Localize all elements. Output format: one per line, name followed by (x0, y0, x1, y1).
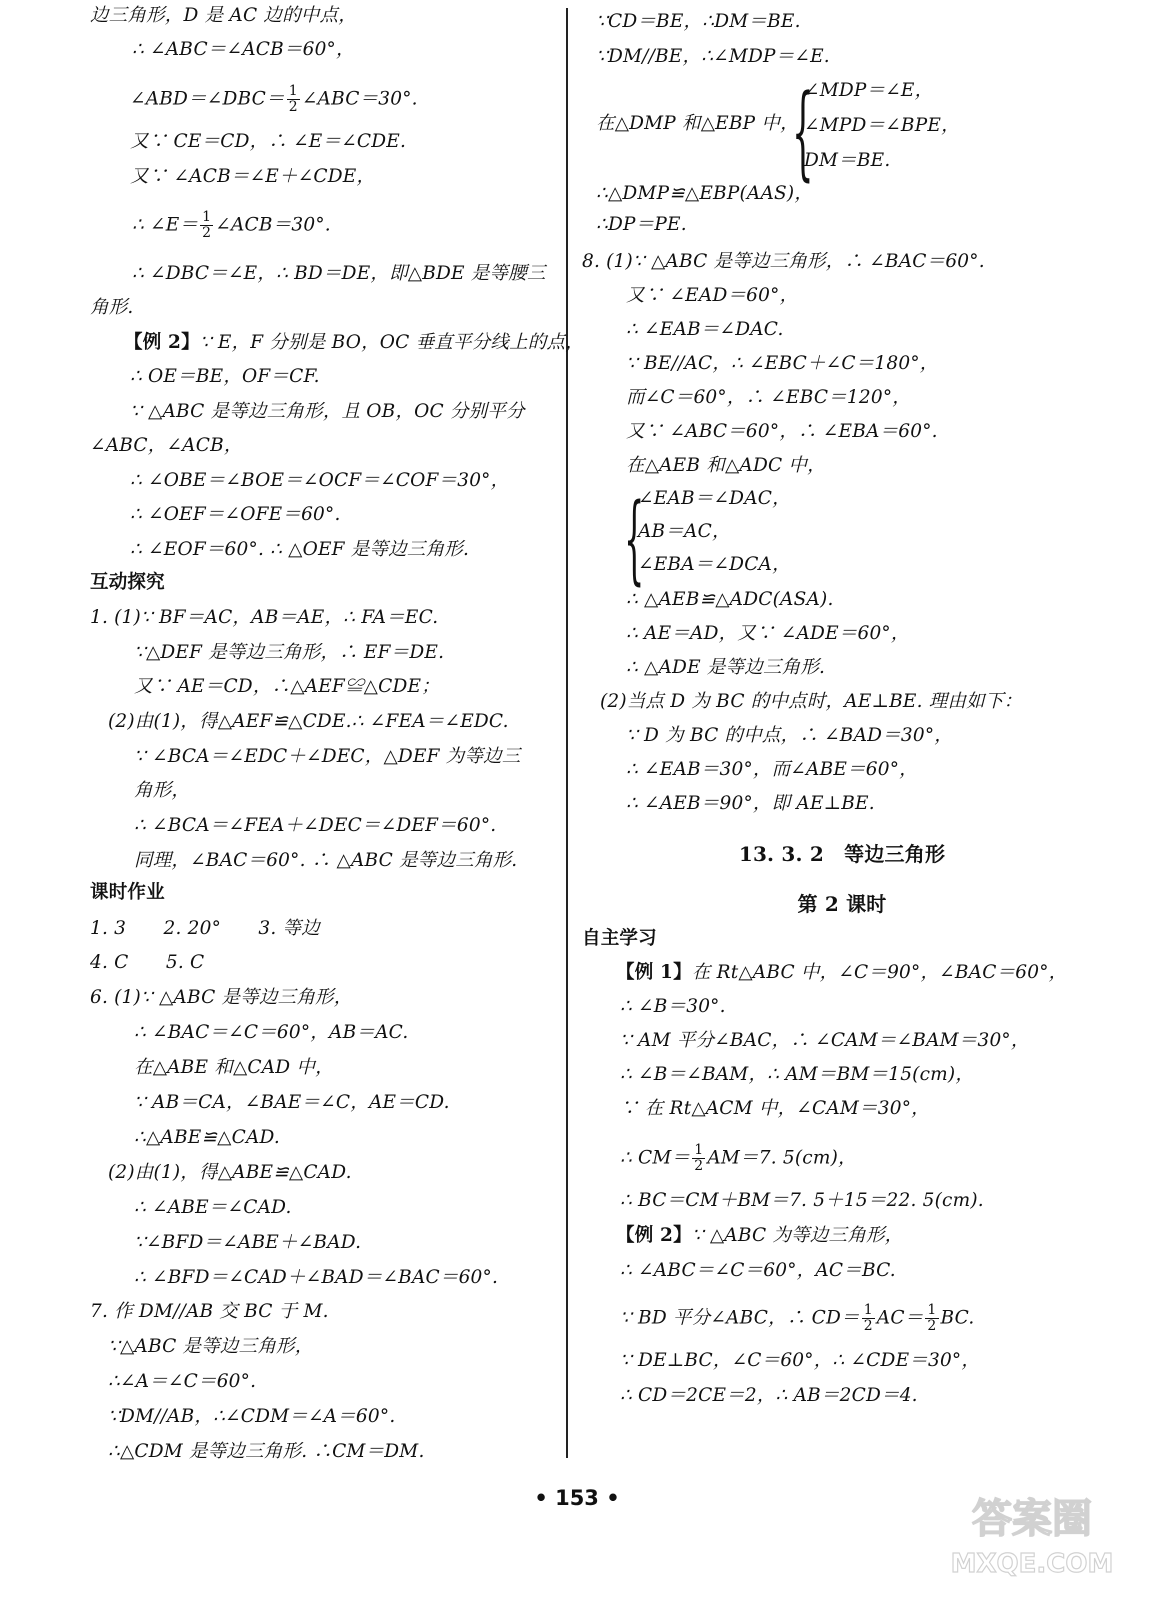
fraction: $\frac{1}{2}$ (863, 1302, 873, 1334)
text-line: (2)由(1)，得△ABE≌△CAD. (108, 1162, 352, 1183)
text-line: 6. (1)∵ △ABC 是等边三角形， (90, 987, 353, 1008)
text-line: 角形. (90, 297, 134, 318)
text-line: ∠EAB＝∠DAC， (638, 488, 791, 509)
section-heading: 课时作业 (90, 882, 165, 903)
text-line: ∴△ABE≌△CAD. (134, 1127, 280, 1148)
text-line: 而∠C＝60°，∴ ∠EBC＝120°， (626, 387, 911, 408)
text-line: ∴ ∠B＝30°. (620, 996, 726, 1017)
text-line: ∴ AE＝AD，又∵ ∠ADE＝60°， (626, 623, 910, 644)
text-line: ∴ ∠BFD＝∠CAD＋∠BAD＝∠BAC＝60°. (134, 1267, 499, 1288)
text-line: ∴ OE＝BE，OF＝CF. (130, 366, 320, 387)
text-line: ∠MPD＝∠BPE， (804, 115, 960, 136)
text-line: 【例 2】∵ △ABC 为等边三角形， (616, 1225, 904, 1246)
text-line: ∴ ∠B＝∠BAM，∴ AM＝BM＝15(cm)， (620, 1064, 975, 1085)
text-line: ∴∠A＝∠C＝60°. (108, 1371, 257, 1392)
text-line: ∵DM//AB，∴∠CDM＝∠A＝60°. (108, 1406, 396, 1427)
section-heading: 互动探究 (90, 572, 165, 593)
fraction: $\frac{1}{2}$ (202, 209, 212, 241)
text-line: (2)当点 D 为 BC 的中点时，AE⊥BE. 理由如下： (600, 691, 1023, 712)
text-line: ∴ ∠AEB＝90°，即 AE⊥BE. (626, 793, 875, 814)
watermark-logo (932, 1486, 1132, 1582)
text-line: ∴ CM＝ $\frac{1}{2}$ AM＝7. 5(cm)， (620, 1142, 857, 1174)
text-line: ∴ ∠EAB＝∠DAC. (626, 319, 784, 340)
text-line: ∵ AM 平分∠BAC，∴ ∠CAM＝∠BAM＝30°， (620, 1030, 1030, 1051)
text-line: ∵ DE⊥BC，∠C＝60°，∴ ∠CDE＝30°， (620, 1350, 981, 1371)
column-divider (566, 8, 568, 1458)
text-line: 在△ABE 和△CAD 中， (134, 1057, 334, 1078)
text-line: 同理，∠BAC＝60°. ∴ △ABC 是等边三角形. (134, 850, 518, 871)
text-line: 又∵ ∠ABC＝60°，∴ ∠EBA＝60°. (626, 421, 938, 442)
section-title: 13. 3. 2 等边三角形 (738, 842, 946, 866)
text-line: ∵ ∠BCA＝∠EDC＋∠DEC，△DEF 为等边三 (134, 746, 521, 767)
text-line: 又∵ ∠ACB＝∠E＋∠CDE， (130, 166, 376, 187)
text-line: 又∵ AE＝CD，∴△AEF≌△CDE； (134, 676, 440, 697)
text-line: 1. 3 2. 20° 3. 等边 (90, 918, 320, 939)
brace-icon: { (792, 74, 814, 194)
text-line: ∴ ∠DBC＝∠E，∴ BD＝DE，即△BDE 是等腰三 (132, 263, 546, 284)
text-line: ∴ BC＝CM＋BM＝7. 5＋15＝22. 5(cm). (620, 1190, 984, 1211)
text-line: ∴DP＝PE. (596, 214, 687, 235)
text-line: ∵ AB＝CA，∠BAE＝∠C，AE＝CD. (134, 1092, 450, 1113)
text-line: ∵△ABC 是等边三角形， (108, 1336, 314, 1357)
text-line: ∵∠BFD＝∠ABE＋∠BAD. (134, 1232, 362, 1253)
text-line: ∵ 在 Rt△ACM 中，∠CAM＝30°， (620, 1098, 930, 1119)
text-line: ∴△CDM 是等边三角形. ∴CM＝DM. (108, 1441, 425, 1462)
text-line: 角形， (134, 780, 191, 801)
text-line: ∴ ∠BCA＝∠FEA＋∠DEC＝∠DEF＝60°. (134, 815, 497, 836)
watermark-text: 答案圈 (972, 1496, 1092, 1542)
watermark-domain: MXQE.COM (950, 1549, 1114, 1579)
text-line: 又∵ ∠EAD＝60°， (626, 285, 799, 306)
fraction: $\frac{1}{2}$ (288, 83, 298, 115)
brace-icon: { (624, 482, 645, 596)
text-line: 1. (1)∵ BF＝AC，AB＝AE，∴ FA＝EC. (90, 607, 439, 628)
text-line: ∠EBA＝∠DCA， (638, 554, 791, 575)
text-line: 又∵ CE＝CD，∴ ∠E＝∠CDE. (130, 131, 407, 152)
text-line: ∴ ∠ABE＝∠CAD. (134, 1197, 292, 1218)
text-line: ∵CD＝BE，∴DM＝BE. (596, 11, 801, 32)
text-line: 边三角形，D 是 AC 边的中点， (90, 5, 357, 26)
text-line: ∵ D 为 BC 的中点，∴ ∠BAD＝30°， (626, 725, 953, 746)
text-line: (2)由(1)，得△AEF≌△CDE.∴ ∠FEA＝∠EDC. (108, 711, 509, 732)
text-line: 4. C 5. C (90, 952, 205, 973)
text-line: ∵ △ABC 是等边三角形，且 OB，OC 分别平分 (130, 401, 525, 422)
text-line: DM＝BE. (804, 150, 891, 171)
text-line: 【例 1】在 Rt△ABC 中，∠C＝90°，∠BAC＝60°， (616, 962, 1068, 983)
text-line: 8. (1)∵ △ABC 是等边三角形，∴ ∠BAC＝60°. (582, 251, 985, 272)
text-line: 7. 作 DM//AB 交 BC 于 M. (90, 1301, 329, 1322)
text-line: ∴ △ADE 是等边三角形. (626, 657, 826, 678)
text-line: ∴ △AEB≌△ADC(ASA). (626, 589, 834, 610)
text-line: ∴ ∠OBE＝∠BOE＝∠OCF＝∠COF＝30°， (130, 470, 510, 491)
text-line: ∠ABD＝∠DBC＝ $\frac{1}{2}$ ∠ABC＝30°. (130, 83, 418, 115)
text-line: ∵DM//BE，∴∠MDP＝∠E. (596, 46, 830, 67)
text-line: ∵ BD 平分∠ABC，∴ CD＝ $\frac{1}{2}$ AC＝ $\frac{1}{2}$ BC. (620, 1302, 975, 1334)
text-line: ∴ ∠BAC＝∠C＝60°，AB＝AC. (134, 1022, 409, 1043)
fraction: $\frac{1}{2}$ (694, 1142, 704, 1174)
text-line: 在△AEB 和△ADC 中， (626, 455, 826, 476)
text-line: ∴ ∠ABC＝∠C＝60°，AC＝BC. (620, 1260, 896, 1281)
text-line: ∠ABC，∠ACB， (90, 435, 243, 456)
page-number: • 153 • (534, 1486, 620, 1510)
fraction: $\frac{1}{2}$ (927, 1302, 937, 1334)
text-line: AB＝AC， (638, 521, 731, 542)
text-line: ∴ ∠EAB＝30°，而∠ABE＝60°， (626, 759, 918, 780)
text-line: ∴ ∠OEF＝∠OFE＝60°. (130, 504, 341, 525)
text-line: 在△DMP 和△EBP 中， (596, 113, 799, 134)
text-line: ∴ CD＝2CE＝2，∴ AB＝2CD＝4. (620, 1385, 918, 1406)
text-line: ∴ ∠ABC＝∠ACB＝60°， (132, 39, 355, 60)
lesson-title: 第 2 课时 (797, 892, 887, 916)
text-line: ∵△DEF 是等边三角形，∴ EF＝DE. (134, 642, 445, 663)
section-heading: 自主学习 (582, 928, 657, 949)
text-line: 【例 2】∵ E，F 分别是 BO，OC 垂直平分线上的点， (124, 332, 584, 353)
text-line: ∠MDP＝∠E， (804, 80, 934, 101)
text-line: ∴ ∠EOF＝60°. ∴ △OEF 是等边三角形. (130, 539, 470, 560)
text-line: ∴ ∠E＝ $\frac{1}{2}$ ∠ACB＝30°. (132, 209, 331, 241)
text-line: ∵ BE//AC，∴ ∠EBC＋∠C＝180°， (626, 353, 939, 374)
text-line: ∴△DMP≌△EBP(AAS)， (596, 183, 814, 204)
